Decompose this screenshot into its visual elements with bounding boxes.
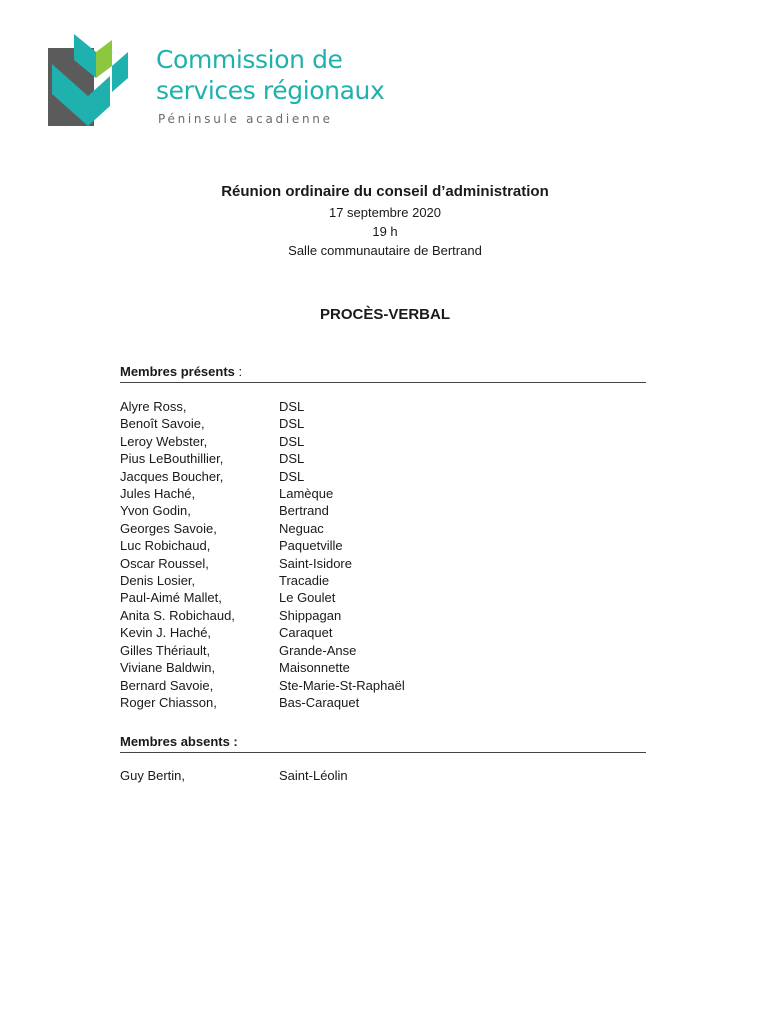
member-name: Oscar Roussel, [120, 555, 209, 571]
present-members-heading [120, 364, 646, 383]
member-name: Bernard Savoie, [120, 677, 214, 693]
meeting-date: 17 septembre 2020 [328, 205, 442, 220]
member-row [120, 450, 646, 467]
member-organization: Grande-Anse [279, 642, 357, 658]
member-row [120, 642, 646, 659]
member-row [120, 607, 646, 624]
member-row [120, 537, 646, 554]
meeting-location: Salle communautaire de Bertrand [288, 243, 482, 258]
member-row [120, 694, 646, 711]
member-row [120, 433, 646, 450]
member-row [120, 468, 646, 485]
member-name: Leroy Webster, [120, 433, 208, 449]
org-name-line-2: services régionaux [156, 76, 385, 105]
member-organization: Tracadie [279, 573, 330, 589]
member-row [120, 624, 646, 641]
member-organization: DSL [279, 451, 305, 467]
absent-members-heading: Membres absents : [120, 734, 646, 753]
meeting-info [0, 181, 770, 260]
member-name: Pius LeBouthillier, [120, 451, 224, 467]
member-row [120, 485, 646, 502]
member-organization: DSL [279, 468, 305, 484]
member-organization: Le Goulet [279, 590, 336, 606]
member-row [120, 520, 646, 537]
member-name: Gilles Thériault, [120, 642, 211, 658]
member-organization: DSL [279, 416, 305, 432]
member-organization: DSL [279, 399, 305, 414]
meeting-title: Réunion ordinaire du conseil d’administration [221, 183, 549, 200]
member-name: Luc Robichaud, [120, 538, 211, 554]
member-organization: Ste-Marie-St-Raphaël [279, 677, 405, 693]
member-organization: Neguac [279, 520, 324, 536]
member-name: Kevin J. Haché, [120, 625, 212, 641]
member-organization: Saint-Léolin [279, 768, 348, 783]
member-row [120, 677, 646, 694]
member-organization: Bertrand [279, 503, 329, 519]
member-organization: DSL [279, 433, 305, 449]
member-name: Viviane Baldwin, [120, 660, 216, 676]
member-name: Georges Savoie, [120, 520, 217, 536]
member-row [120, 502, 646, 519]
present-members-list [120, 398, 646, 711]
meeting-time: 19 h [372, 224, 398, 239]
member-row [120, 415, 646, 432]
member-name: Benoît Savoie, [120, 416, 205, 432]
member-organization: Saint-Isidore [279, 555, 352, 571]
member-row [120, 572, 646, 589]
org-name-line-1: Commission de [156, 45, 343, 74]
member-organization: Bas-Caraquet [279, 694, 360, 710]
member-row [120, 659, 646, 676]
present-heading-text: Membres présents [120, 364, 235, 379]
member-name: Denis Losier, [120, 573, 196, 589]
member-name: Alyre Ross, [120, 399, 187, 414]
member-organization: Shippagan [279, 607, 342, 623]
document-type: PROCÈS-VERBAL [319, 306, 450, 323]
member-name: Guy Bertin, [120, 768, 186, 783]
org-subtitle: Péninsule acadienne [158, 112, 333, 126]
member-organization: Caraquet [279, 625, 333, 641]
member-name: Paul-Aimé Mallet, [120, 590, 222, 606]
member-row [120, 589, 646, 606]
member-name: Jacques Boucher, [120, 468, 224, 484]
member-row [120, 398, 646, 415]
member-row [120, 767, 646, 784]
member-row [120, 555, 646, 572]
member-name: Anita S. Robichaud, [120, 607, 235, 623]
member-name: Jules Haché, [120, 486, 196, 502]
absent-members-list [120, 767, 646, 784]
present-heading-colon: : [234, 364, 243, 379]
member-organization: Lamèque [279, 486, 334, 502]
member-name: Yvon Godin, [120, 503, 191, 519]
logo-icon [48, 34, 130, 128]
member-organization: Paquetville [279, 538, 343, 554]
member-organization: Maisonnette [279, 660, 350, 676]
member-name: Roger Chiasson, [120, 694, 217, 710]
org-name [156, 44, 384, 106]
letterhead [48, 34, 468, 130]
